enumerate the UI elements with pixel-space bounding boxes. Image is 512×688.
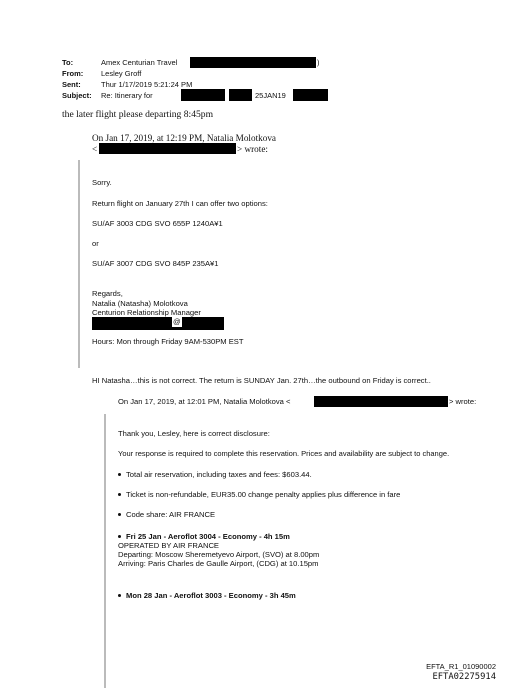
- quote2-bar: [104, 414, 106, 688]
- bullet-icon: [118, 535, 121, 538]
- bullet-icon: [118, 513, 121, 516]
- sent-label: Sent:: [62, 80, 81, 89]
- quote1-lt: <: [92, 144, 98, 154]
- redaction-bar: [92, 317, 172, 327]
- quote2-thanks: Thank you, Lesley, here is correct disclosure:: [118, 429, 270, 438]
- flight2-title: Mon 28 Jan - Aeroflot 3003 - Economy - 3h 45m: [118, 591, 296, 600]
- flight1-depart: Departing: Moscow Sheremetyevo Airport, (SVO) at 8.00pm: [118, 550, 320, 559]
- bates-number-2: EFTA02275914: [432, 672, 496, 682]
- quote1-intro: On Jan 17, 2019, at 12:19 PM, Natalia Molotkova: [92, 133, 276, 143]
- redaction-bar: [314, 396, 448, 407]
- redaction-bar: [181, 89, 225, 101]
- subject-value: Re: Itinerary for: [101, 91, 153, 100]
- bullet-icon: [118, 493, 121, 496]
- quote2-wrote: > wrote:: [449, 397, 477, 406]
- middle-line: HI Natasha…this is not correct. The return is SUNDAY Jan. 27th…the outbound on Friday is correct..: [92, 376, 431, 385]
- bates-number-1: EFTA_R1_01090002: [426, 662, 496, 671]
- to-value: Amex Centurian Travel: [101, 58, 178, 67]
- redaction-bar: [293, 89, 328, 101]
- bullet-icon: [118, 594, 121, 597]
- subject-label: Subject:: [62, 91, 92, 100]
- quote2-intro: On Jan 17, 2019, at 12:01 PM, Natalia Molotkova <: [118, 397, 291, 406]
- quote2-bullet1: Total air reservation, including taxes and fees: $603.44.: [118, 470, 312, 479]
- redaction-bar: [182, 317, 224, 327]
- quote2-response: Your response is required to complete this reservation. Prices and availability are subject to change.: [118, 449, 450, 458]
- quote1-option2: SU/AF 3007 CDG SVO 845P 235A¥1: [92, 259, 219, 268]
- quote2-bullet3: Code share: AIR FRANCE: [118, 510, 215, 519]
- quote1-or: or: [92, 239, 99, 248]
- sent-value: Thur 1/17/2019 5:21:24 PM: [101, 80, 193, 89]
- quote1-at-sign: @: [173, 317, 181, 326]
- redaction-bar: [92, 327, 224, 330]
- redaction-bar: [229, 89, 252, 101]
- quote1-regards: Regards,: [92, 289, 123, 298]
- from-value: Lesley Groff: [101, 69, 142, 78]
- quote1-wrote: > wrote:: [237, 144, 268, 154]
- quote1-option1: SU/AF 3003 CDG SVO 655P 1240A¥1: [92, 219, 223, 228]
- quote1-bar: [78, 160, 80, 368]
- quote1-sorry: Sorry.: [92, 178, 112, 187]
- subject-date: 25JAN19: [255, 91, 286, 100]
- to-label: To:: [62, 58, 74, 67]
- from-label: From:: [62, 69, 84, 78]
- flight1-title: Fri 25 Jan - Aeroflot 3004 - Economy - 4h 15m: [118, 532, 290, 541]
- quote1-title: Centurion Relationship Manager: [92, 308, 201, 317]
- redaction-bar: [190, 57, 316, 68]
- quote1-name: Natalia (Natasha) Molotkova: [92, 299, 188, 308]
- bullet-icon: [118, 473, 121, 476]
- quote1-return-line: Return flight on January 27th I can offer two options:: [92, 199, 268, 208]
- flight1-arrive: Arriving: Paris Charles de Gaulle Airport, (CDG) at 10.15pm: [118, 559, 319, 568]
- quote1-hours: Hours: Mon through Friday 9AM-530PM EST: [92, 337, 244, 346]
- redaction-bar: [99, 143, 236, 154]
- quote2-bullet2: Ticket is non-refundable, EUR35.00 change penalty applies plus difference in fare: [118, 490, 400, 499]
- flight1-operated: OPERATED BY AIR FRANCE: [118, 541, 219, 550]
- reply-line: the later flight please departing 8:45pm: [62, 109, 214, 120]
- to-paren-close: ): [317, 58, 320, 67]
